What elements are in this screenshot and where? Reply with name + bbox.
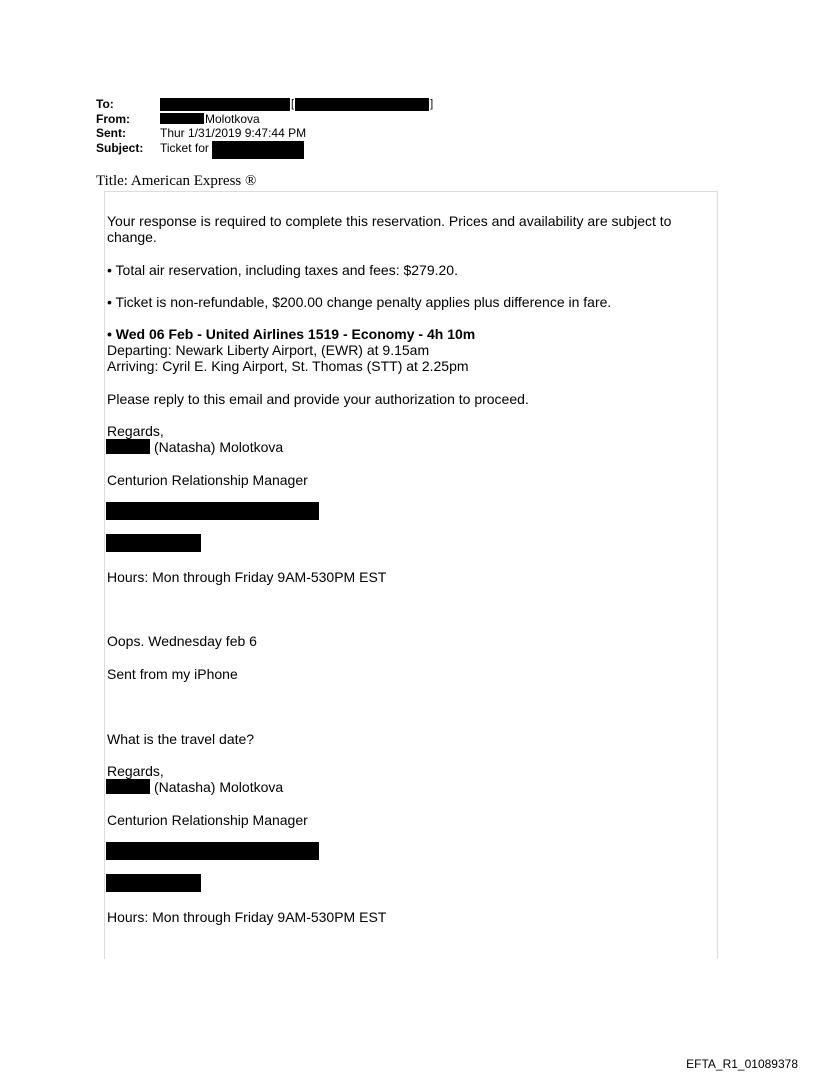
question-line: What is the travel date? bbox=[107, 731, 255, 747]
redaction-block bbox=[106, 842, 319, 860]
reply-request: Please reply to this email and provide your authorization to proceed. bbox=[107, 391, 529, 407]
redaction-block bbox=[106, 779, 150, 794]
redaction-block bbox=[106, 502, 319, 520]
document-id: EFTA_R1_01089378 bbox=[686, 1057, 798, 1071]
regards-2: Regards, bbox=[107, 763, 164, 779]
email-header bbox=[96, 97, 434, 155]
subject-value: Ticket for bbox=[160, 140, 209, 155]
sent-value: Thur 1/31/2019 9:47:44 PM bbox=[160, 126, 307, 141]
redaction-block bbox=[212, 141, 304, 159]
redaction-block bbox=[160, 98, 290, 111]
hours-2: Hours: Mon through Friday 9AM-530PM EST bbox=[107, 909, 387, 925]
from-label: From: bbox=[96, 111, 130, 126]
to-label: To: bbox=[96, 97, 114, 112]
redaction-block bbox=[106, 534, 201, 552]
intro-line-1: Your response is required to complete this reservation. Prices and availability are subject to bbox=[107, 213, 672, 229]
signature-name-1: (Natasha) Molotkova bbox=[154, 439, 284, 455]
to-row: To: [ ] bbox=[96, 97, 434, 112]
arriving-line: Arriving: Cyril E. King Airport, St. Thomas (STT) at 2.25pm bbox=[107, 358, 469, 374]
from-value: Molotkova bbox=[205, 111, 260, 126]
redaction-block bbox=[106, 439, 150, 454]
redaction-block bbox=[295, 98, 429, 111]
redaction-block bbox=[106, 874, 201, 892]
redaction-block bbox=[160, 113, 204, 124]
subject-label: Subject: bbox=[96, 140, 144, 155]
signature-name-2: (Natasha) Molotkova bbox=[154, 779, 284, 795]
bullet-ticket: • Ticket is non-refundable, $200.00 change penalty applies plus difference in fare. bbox=[107, 294, 612, 310]
sent-label: Sent: bbox=[96, 126, 126, 141]
flight-title: • Wed 06 Feb - United Airlines 1519 - Economy - 4h 10m bbox=[107, 326, 476, 342]
signature-title-1: Centurion Relationship Manager bbox=[107, 472, 308, 488]
bullet-total: • Total air reservation, including taxes and fees: $279.20. bbox=[107, 262, 458, 278]
from-row bbox=[96, 112, 434, 127]
departing-line: Departing: Newark Liberty Airport, (EWR) at 9.15am bbox=[107, 342, 430, 358]
sent-from-line: Sent from my iPhone bbox=[107, 666, 238, 682]
subject-row bbox=[96, 141, 434, 156]
intro-line-2: change. bbox=[107, 229, 157, 245]
oops-line: Oops. Wednesday feb 6 bbox=[107, 633, 257, 649]
document-title: Title: American Express ® bbox=[96, 173, 257, 189]
regards-1: Regards, bbox=[107, 423, 164, 439]
hours-1: Hours: Mon through Friday 9AM-530PM EST bbox=[107, 569, 387, 585]
signature-title-2: Centurion Relationship Manager bbox=[107, 812, 308, 828]
